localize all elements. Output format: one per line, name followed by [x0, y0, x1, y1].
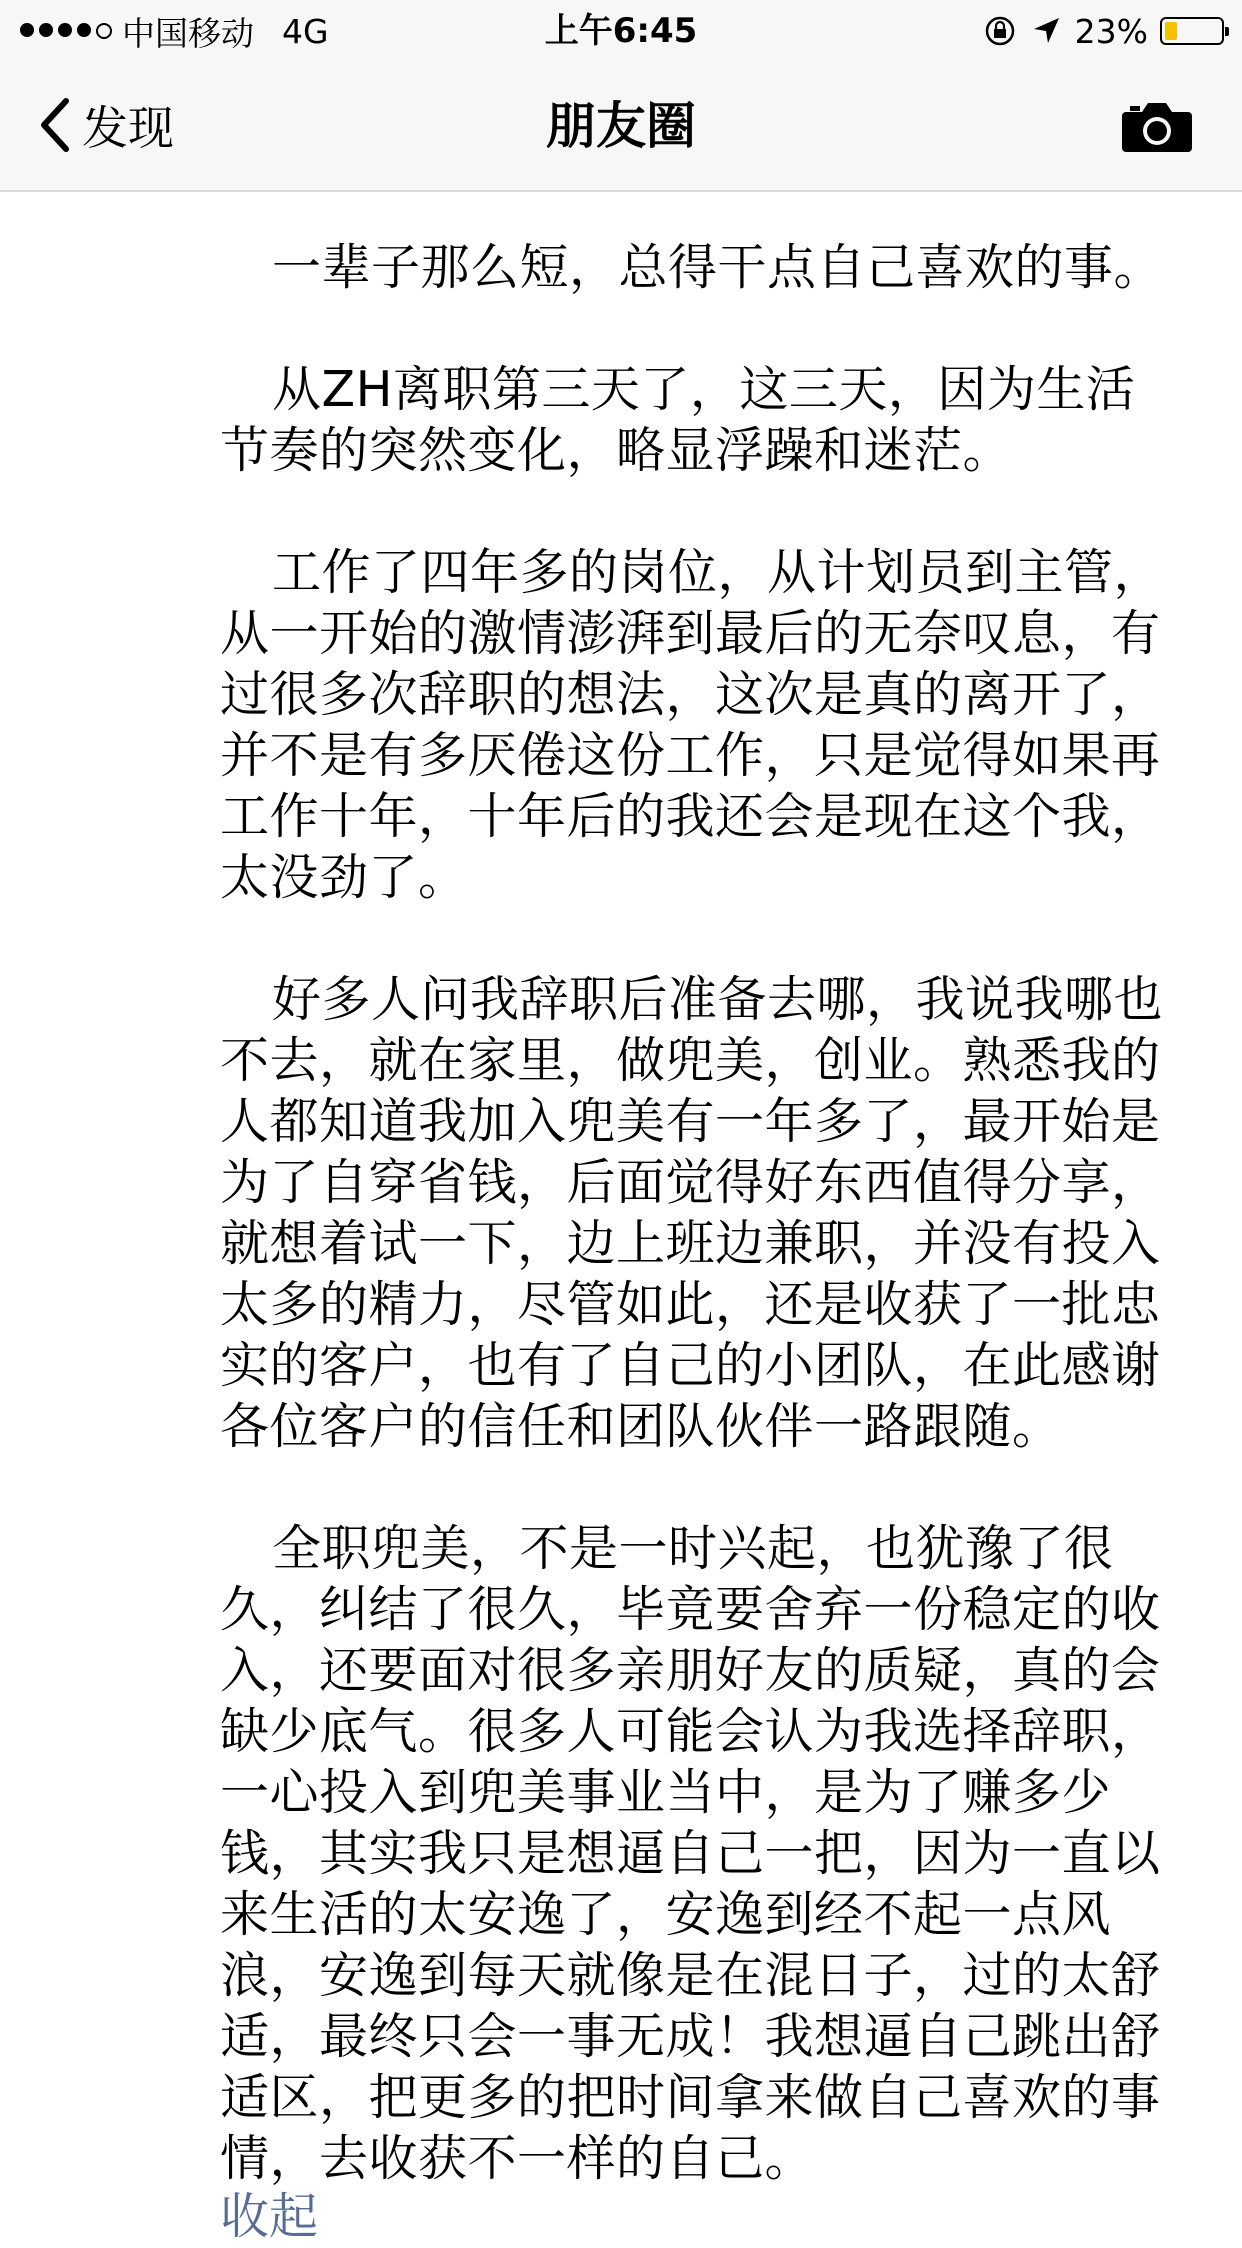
network-type: 4G	[282, 11, 329, 51]
battery-icon	[1160, 17, 1224, 45]
battery-percent: 23%	[1074, 11, 1148, 51]
post-paragraph: 一辈子那么短，总得干点自己喜欢的事。	[272, 239, 1164, 296]
location-arrow-icon	[1029, 14, 1063, 48]
post-paragraph: 工作了四年多的岗位，从计划员到主管，从一开始的激情澎湃到最后的无奈叹息，有过很多次辞职的想法，这次是真的离开了，并不是有多厌倦这份工作，只是觉得如果再工作十年，十年后的我还会是现在这个我，太没劲了。	[220, 544, 1164, 906]
nav-bar	[0, 62, 1242, 192]
status-time: 上午6:45	[544, 11, 698, 51]
carrier-name: 中国移动	[122, 13, 254, 53]
camera-icon[interactable]	[1122, 98, 1192, 154]
back-label: 发现	[82, 101, 174, 155]
moment-post-content	[220, 237, 1170, 2189]
post-paragraph: 好多人问我辞职后准备去哪，我说我哪也不去，就在家里，做兜美，创业。熟悉我的人都知道我加入兜美有一年多了，最开始是为了自穿省钱，后面觉得好东西值得分享，就想着试一下，边上班边兼职，并没有投入太多的精力，尽管如此，还是收获了一批忠实的客户，也有了自己的小团队，在此感谢各位客户的信任和团队伙伴一路跟随。	[220, 971, 1164, 1455]
post-paragraph: 从ZH离职第三天了，这三天，因为生活节奏的突然变化，略显浮躁和迷茫。	[220, 361, 1136, 479]
battery-fill	[1165, 22, 1177, 40]
collapse-link[interactable]: 收起	[220, 2188, 319, 2245]
status-bar	[0, 0, 1242, 62]
page-title: 朋友圈	[546, 97, 696, 155]
rotation-lock-icon	[983, 14, 1017, 48]
status-right	[983, 8, 1224, 54]
post-paragraph: 全职兜美，不是一时兴起，也犹豫了很久，纠结了很久，毕竟要舍弃一份稳定的收入，还要面对很多亲朋好友的质疑，真的会缺少底气。很多人可能会认为我选择辞职，一心投入到兜美事业当中，是为了赚多少钱，其实我只是想逼自己一把，因为一直以来生活的太安逸了，安逸到经不起一点风浪，安逸到每天就像是在混日子，过的太舒适，最终只会一事无成！我想逼自己跳出舒适区，把更多的把时间拿来做自己喜欢的事情，去收获不一样的自己。	[220, 1520, 1161, 2187]
